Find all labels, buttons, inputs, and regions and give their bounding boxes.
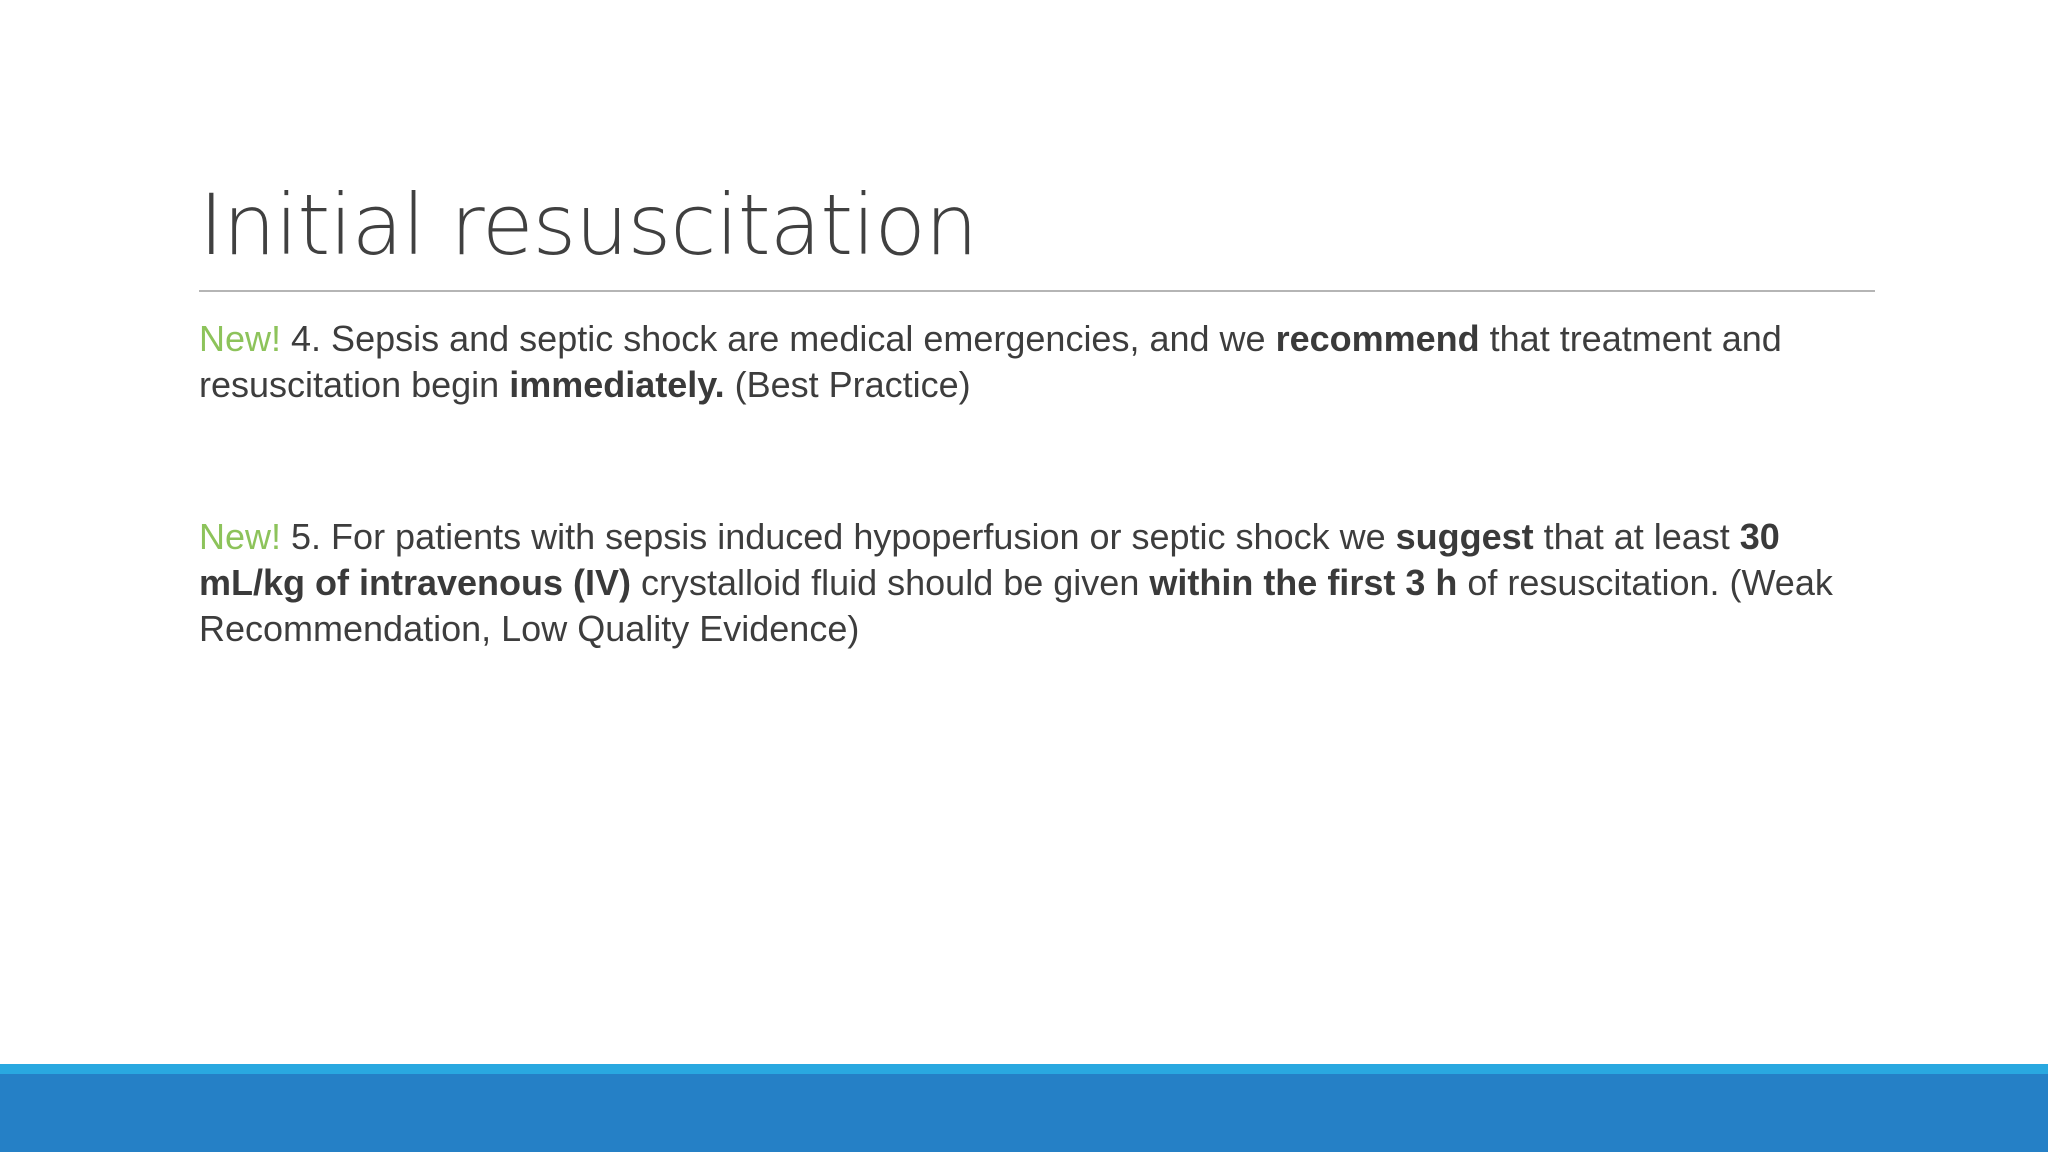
recommendation-4 (199, 316, 1889, 408)
recommendation-text: 5. For patients with sepsis induced hypoperfusion or septic shock we (281, 516, 1396, 557)
recommendation-emphasis: 30 mL/kg of intravenous (IV) (199, 516, 1780, 603)
recommendation-text: (Best Practice) (724, 364, 971, 405)
footer-band (0, 1074, 2048, 1152)
recommendation-emphasis: suggest (1395, 516, 1534, 557)
new-tag: New! (199, 516, 282, 557)
recommendation-emphasis: within the first 3 h (1149, 562, 1458, 603)
new-tag: New! (199, 318, 282, 359)
footer-accent-strip (0, 1064, 2048, 1074)
recommendation-text: of resuscitation. (Weak Recommendation, Low Quality Evidence) (199, 562, 1833, 649)
recommendation-text: that at least (1533, 516, 1740, 557)
recommendation-5 (199, 514, 1889, 652)
recommendation-text: that treatment and resuscitation begin (199, 318, 1782, 405)
title-divider (199, 290, 1875, 292)
recommendation-emphasis: recommend (1275, 318, 1480, 359)
recommendation-text: crystalloid fluid should be given (631, 562, 1150, 603)
recommendation-text: 4. Sepsis and septic shock are medical emergencies, and we (281, 318, 1276, 359)
slide-title: Initial resuscitation (199, 176, 978, 274)
recommendation-emphasis: immediately. (509, 364, 725, 405)
